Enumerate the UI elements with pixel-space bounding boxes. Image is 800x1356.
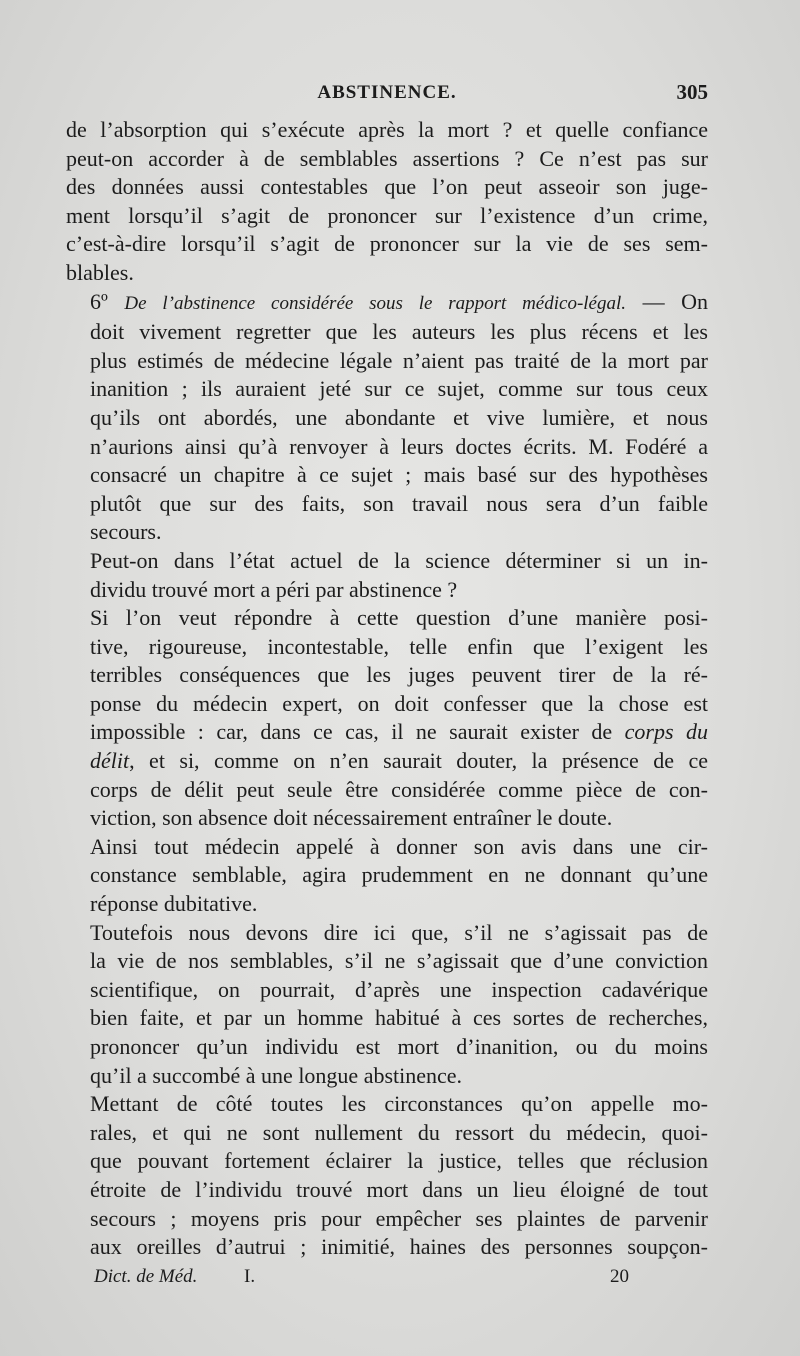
text-line: rales, et qui ne sont nullement du ressort du médecin, quoi- [90,1119,708,1145]
signature-title: Dict. de Méd. [94,1266,198,1287]
signature-volume: I. [244,1266,256,1287]
text-line: des données aussi contestables que l’on peut asseoir son juge- [66,174,708,200]
italic-term: délit [90,748,130,774]
text-line: blables. [66,259,134,285]
text-line: que pouvant fortement éclairer la justice, telles que réclusion [90,1148,708,1174]
text-fragment: — On [642,288,709,314]
text-line: secours ; moyens pris pour empêcher ses plaintes de parvenir [90,1205,708,1231]
text-line: n’aurions ainsi qu’à renvoyer à leurs doctes écrits. M. Fodéré a [90,433,708,459]
section-number: 6º [90,288,108,314]
body-text [66,116,708,1262]
text-line: de l’absorption qui s’exécute après la mort ? et quelle confiance [66,117,708,142]
text-fragment: impossible : car, dans ce cas, il ne saurait exister de [90,719,613,745]
paragraph [66,833,708,919]
section-heading-line [66,288,708,319]
text-line: inanition ; ils auraient jeté sur ce sujet, comme sur tous ceux [90,376,708,402]
text-line: bien faite, et par un homme habitué à ces sortes de recherches, [90,1005,708,1031]
text-line: la vie de nos semblables, s’il ne s’agissait que d’une conviction [90,948,708,974]
text-line: terribles conséquences que les juges peuvent tirer de la ré- [90,662,708,688]
paragraph-continuation [66,116,708,288]
text-line: ment lorsqu’il s’agit de prononcer sur l’existence d’un crime, [66,202,708,228]
page-header [66,80,708,112]
text-line: qu’ils ont abordés, une abondante et vive lumière, et nous [90,404,708,430]
paragraph [66,547,708,604]
paragraph [66,919,708,1091]
text-line: Mettant de côté toutes les circonstances qu’on appelle mo- [90,1091,708,1117]
text-line: c’est-à-dire lorsqu’il s’agit de prononcer sur la vie de ses sem- [66,231,708,257]
text-line: scientifique, on pourrait, d’après une inspection cadavérique [90,976,708,1002]
text-line: plutôt que sur des faits, son travail nous sera d’un faible [90,490,708,516]
text-line: Toutefois nous devons dire ici que, s’il ne s’agissait pas de [90,919,708,945]
paragraph [66,604,708,833]
text-line: Si l’on veut répondre à cette question d’une manière posi- [90,605,708,631]
italic-term: corps du [624,719,709,745]
section-title: De l’abstinence considérée sous le rapport médico-légal. [124,292,627,314]
page-footer [66,1266,708,1296]
text-line: plus estimés de médecine légale n’aient pas traité de la mort par [90,347,708,373]
text-line: corps de délit peut seule être considérée comme pièce de con- [90,776,708,802]
text-line: dividu trouvé mort a péri par abstinence ? [90,576,458,602]
text-line: doit vivement regretter que les auteurs les plus récens et les [90,319,708,345]
text-line: tive, rigoureuse, incontestable, telle enfin que l’exigent les [90,633,708,659]
text-line [66,718,708,747]
text-fragment: , et si, comme on n’en saurait douter, la présence de ce [129,748,708,774]
text-line: consacré un chapitre à ce sujet ; mais basé sur des hypothèses [90,462,708,488]
section-paragraph [66,288,708,547]
text-line: Peut-on dans l’état actuel de la science déterminer si un in- [90,547,708,573]
page-number: 305 [676,80,708,104]
text-line [66,747,708,776]
text-line: réponse dubitative. [90,891,258,917]
text-line: étroite de l’individu trouvé mort dans un lieu éloigné de tout [90,1176,708,1202]
running-title: ABSTINENCE. [317,82,457,103]
text-line: constance semblable, agira prudemment en ne donnant qu’une [90,862,708,888]
text-line: qu’il a succombé à une longue abstinence. [90,1062,463,1088]
text-line: Ainsi tout médecin appelé à donner son avis dans une cir- [90,833,708,859]
text-line: ponse du médecin expert, on doit confesser que la chose est [90,690,708,716]
text-line: viction, son absence doit nécessairement entraîner le doute. [90,805,613,831]
signature-number: 20 [610,1266,629,1287]
text-line: prononcer qu’un individu est mort d’inanition, ou du moins [90,1034,708,1059]
text-line: aux oreilles d’autrui ; inimitié, haines des personnes soupçon- [90,1234,708,1260]
text-line: secours. [90,519,162,545]
paragraph [66,1090,708,1262]
text-line: peut-on accorder à de semblables assertions ? Ce n’est pas sur [66,145,708,171]
